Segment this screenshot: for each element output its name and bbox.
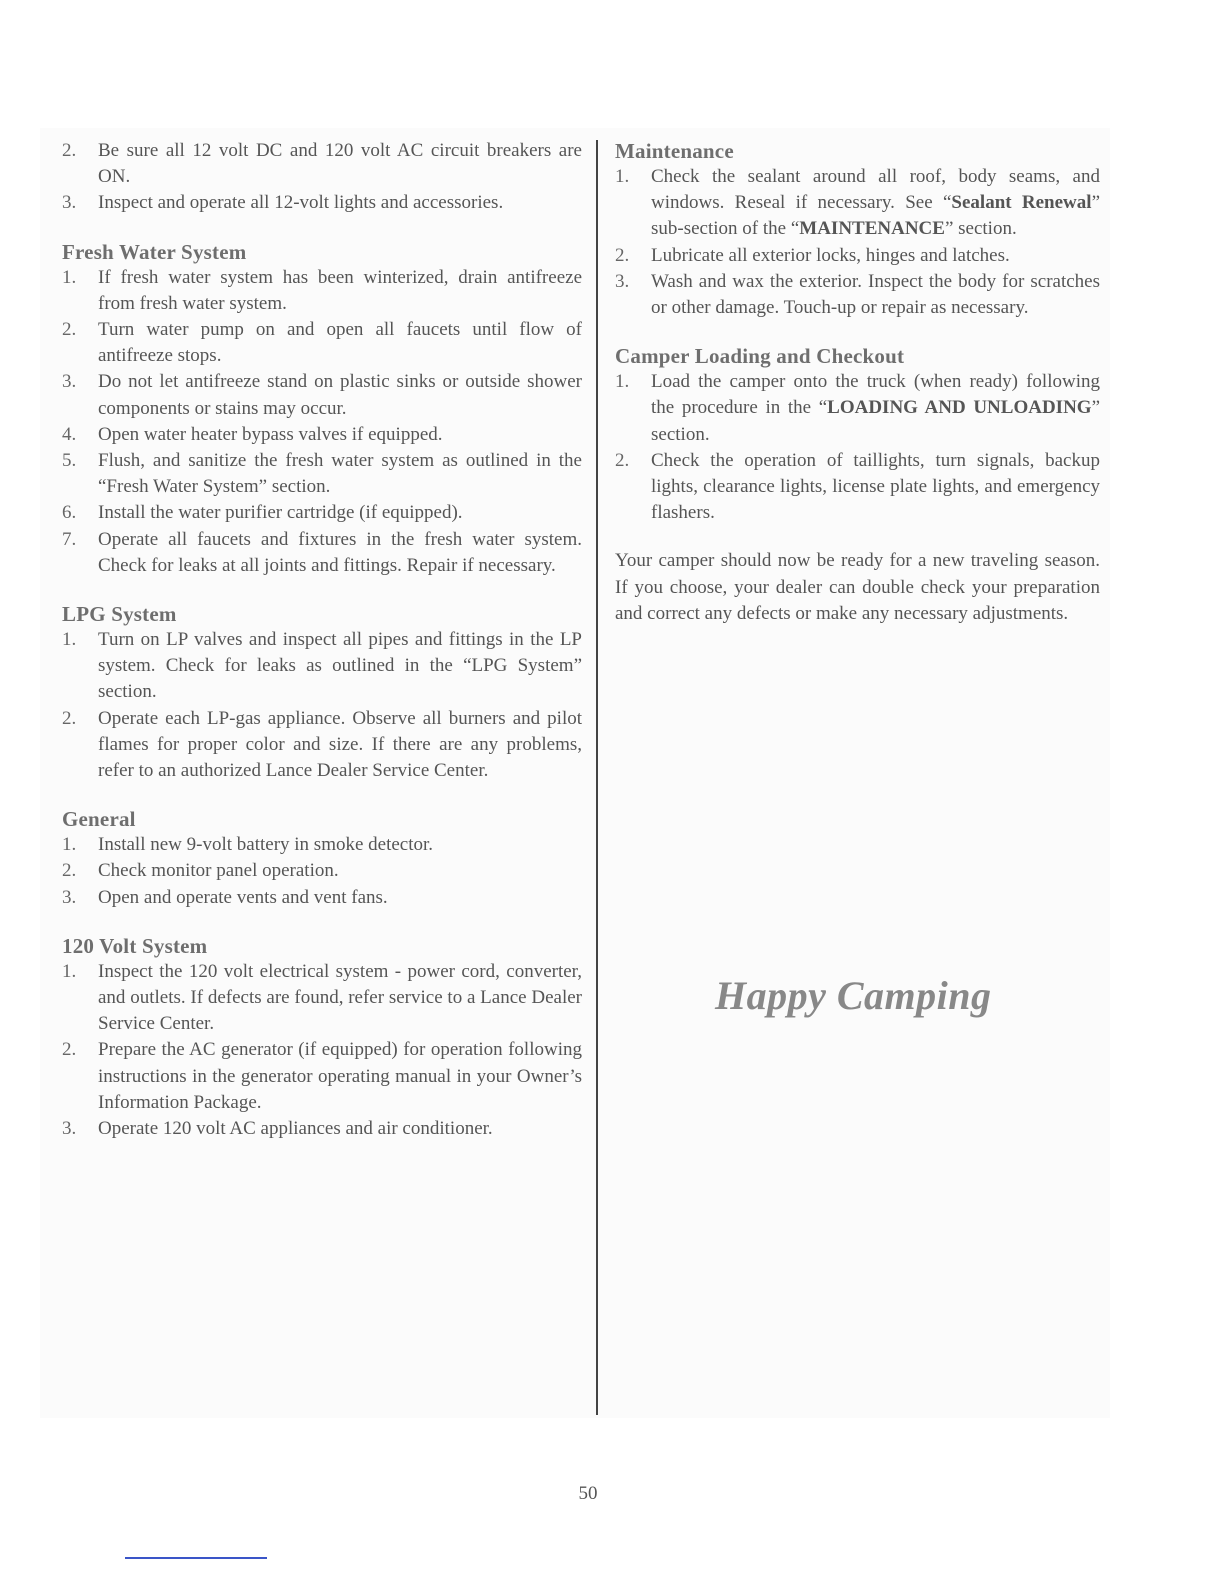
fresh-water-section	[62, 239, 582, 579]
section-heading: Camper Loading and Checkout	[615, 344, 905, 369]
list-item: 1. Install new 9-volt battery in smoke detector.	[62, 834, 434, 856]
list-item: 3. Inspect and operate all 12-volt lights and accessories.	[62, 192, 504, 214]
list-item: 1. If fresh water system has been winterized, drain antifreeze from fresh water system.	[62, 266, 582, 314]
list-item: 2. Be sure all 12 volt DC and 120 volt AC circuit breakers are ON.	[62, 140, 582, 188]
fresh-water-list	[62, 265, 582, 579]
list-item: 2. Turn water pump on and open all faucets until flow of antifreeze stops.	[62, 319, 582, 367]
section-heading: General	[62, 807, 136, 832]
list-item: 5. Flush, and sanitize the fresh water system as outlined in the “Fresh Water System” section.	[62, 450, 582, 498]
closing-paragraph: Your camper should now be ready for a new traveling season. If you choose, your dealer can double check your preparation and correct any defects or make any necessary adjustments.	[615, 550, 1100, 625]
list-item: 2. Prepare the AC generator (if equipped) for operation following instructions in the generator operating manual in your Owner’s Information Package.	[62, 1039, 582, 1113]
list-item: 2. Operate each LP-gas appliance. Observe all burners and pilot flames for proper color and size. If there are any problems, refer to an authorized Lance Dealer Service Center.	[62, 707, 582, 782]
intro-list	[62, 138, 582, 217]
list-item: 1. Inspect the 120 volt electrical system - power cord, converter, and outlets. If defects are found, refer service to a Lance Dealer Service Center.	[62, 960, 582, 1035]
list-item: 1. Check the sealant around all roof, body seams, and windows. Reseal if necessary. See “Sealant Renewal” sub-section of the “MAINTENANCE” section.	[615, 166, 1100, 240]
left-column	[62, 138, 582, 1164]
120-volt-list	[62, 959, 582, 1142]
intro-list-section	[62, 138, 582, 217]
section-heading: Fresh Water System	[62, 239, 247, 264]
column-divider	[596, 140, 598, 1415]
section-heading: 120 Volt System	[62, 933, 208, 958]
list-item: 3. Wash and wax the exterior. Inspect the body for scratches or other damage. Touch-up or repair as necessary.	[615, 270, 1100, 319]
list-item: 7. Operate all faucets and fixtures in the fresh water system. Check for leaks at all joints and fittings. Repair if necessary.	[62, 528, 582, 576]
lpg-list	[62, 627, 582, 784]
maintenance-list	[615, 164, 1100, 321]
happy-camping-heading: Happy Camping	[715, 973, 992, 1018]
list-item: 3. Operate 120 volt AC appliances and air conditioner.	[62, 1118, 493, 1140]
list-item: 2. Check the operation of taillights, turn signals, backup lights, clearance lights, license plate lights, and emergency flashers.	[615, 449, 1100, 524]
general-section	[62, 806, 582, 911]
list-item: 6. Install the water purifier cartridge (if equipped).	[62, 502, 463, 524]
list-item: 3. Open and operate vents and vent fans.	[62, 886, 388, 908]
camper-loading-list	[615, 369, 1100, 526]
section-heading: Maintenance	[615, 139, 734, 163]
list-item: 3. Do not let antifreeze stand on plastic sinks or outside shower components or stains may occur.	[62, 371, 582, 419]
list-item: 2. Check monitor panel operation.	[62, 860, 339, 882]
lpg-section	[62, 601, 582, 784]
general-list	[62, 832, 582, 911]
list-item: 2. Lubricate all exterior locks, hinges and latches.	[615, 244, 1010, 266]
section-heading: LPG System	[62, 602, 177, 627]
maintenance-section	[615, 138, 1100, 321]
footer-link-underline	[125, 1557, 267, 1559]
right-column	[615, 138, 1100, 628]
camper-loading-section	[615, 343, 1100, 526]
list-item: 1. Turn on LP valves and inspect all pipes and fittings in the LP system. Check for leaks as outlined in the “LPG System” section.	[62, 629, 582, 703]
list-item: 1. Load the camper onto the truck (when ready) following the procedure in the “LOADING AND UNLOADING” section.	[615, 371, 1101, 445]
page-number: 50	[578, 1483, 598, 1504]
list-item: 4. Open water heater bypass valves if equipped.	[62, 423, 443, 445]
120-volt-section	[62, 933, 582, 1142]
